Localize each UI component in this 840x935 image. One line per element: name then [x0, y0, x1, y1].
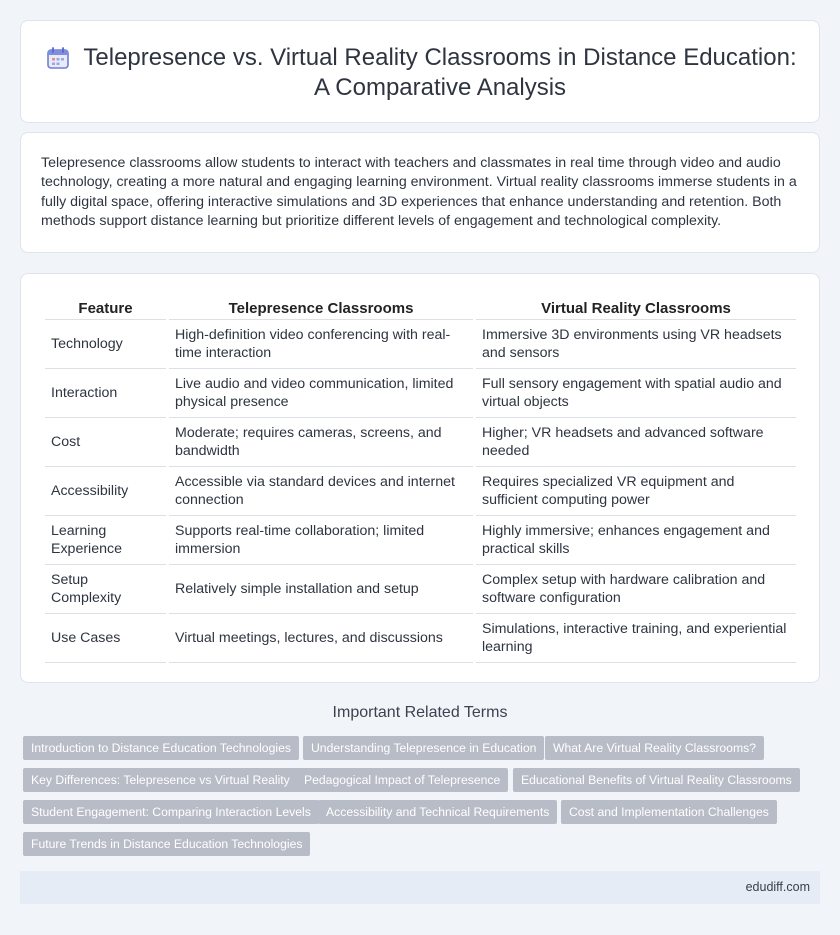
- table-row: [45, 369, 796, 418]
- telepresence-cell: High-definition video conferencing with real-time interaction: [169, 320, 473, 369]
- vr-cell: Immersive 3D environments using VR headsets and sensors: [476, 320, 796, 369]
- related-term-tag[interactable]: Understanding Telepresence in Education: [303, 736, 544, 760]
- table-row: [45, 467, 796, 516]
- feature-cell: Technology: [45, 320, 166, 369]
- header-vr: Virtual Reality Classrooms: [476, 296, 796, 320]
- vr-cell: Full sensory engagement with spatial audio and virtual objects: [476, 369, 796, 418]
- telepresence-cell: Relatively simple installation and setup: [169, 565, 473, 614]
- related-term-tag[interactable]: Future Trends in Distance Education Technologies: [23, 832, 310, 856]
- site-link[interactable]: edudiff.com: [745, 880, 810, 894]
- related-term-tag[interactable]: Introduction to Distance Education Technologies: [23, 736, 299, 760]
- feature-cell: Accessibility: [45, 467, 166, 516]
- table-row: [45, 320, 796, 369]
- telepresence-cell: Moderate; requires cameras, screens, and bandwidth: [169, 418, 473, 467]
- feature-cell: Interaction: [45, 369, 166, 418]
- related-term-tag[interactable]: Cost and Implementation Challenges: [561, 800, 777, 824]
- vr-cell: Highly immersive; enhances engagement and practical skills: [476, 516, 796, 565]
- table-header-row: [45, 296, 796, 320]
- table-row: [45, 516, 796, 565]
- header-card: [20, 20, 820, 123]
- header-feature: Feature: [45, 296, 166, 320]
- telepresence-cell: Virtual meetings, lectures, and discussions: [169, 614, 473, 663]
- vr-cell: Higher; VR headsets and advanced software needed: [476, 418, 796, 467]
- feature-cell: Use Cases: [45, 614, 166, 663]
- related-term-tag[interactable]: Key Differences: Telepresence vs Virtual Reality: [23, 768, 298, 792]
- comparison-table: [42, 296, 799, 663]
- table-row: [45, 565, 796, 614]
- feature-cell: Learning Experience: [45, 516, 166, 565]
- vr-cell: Simulations, interactive training, and experiential learning: [476, 614, 796, 663]
- vr-cell: Requires specialized VR equipment and sufficient computing power: [476, 467, 796, 516]
- related-term-tag[interactable]: Accessibility and Technical Requirements: [318, 800, 557, 824]
- feature-cell: Cost: [45, 418, 166, 467]
- intro-card: [20, 132, 820, 253]
- telepresence-cell: Accessible via standard devices and internet connection: [169, 467, 473, 516]
- table-row: [45, 614, 796, 663]
- intro-paragraph: Telepresence classrooms allow students to interact with teachers and classmates in real time through video and audio technology, creating a more natural and engaging learning environment. Virtual reality classrooms immerse students in a fully digital space, offering interactive simulations and 3D experiences that enhance understanding and retention. Both methods support distance learning but prioritize different levels of engagement and technological complexity.: [41, 155, 797, 229]
- related-term-tag[interactable]: Educational Benefits of Virtual Reality Classrooms: [513, 768, 800, 792]
- related-term-tag[interactable]: Student Engagement: Comparing Interaction Levels: [23, 800, 319, 824]
- header-telepresence: Telepresence Classrooms: [169, 296, 473, 320]
- related-term-tag[interactable]: Pedagogical Impact of Telepresence: [296, 768, 508, 792]
- related-terms-title: Important Related Terms: [332, 704, 508, 721]
- footer: [20, 871, 820, 904]
- feature-cell: Setup Complexity: [45, 565, 166, 614]
- comparison-table-card: [20, 273, 820, 683]
- page-title: Telepresence vs. Virtual Reality Classrooms in Distance Education: A Comparative Analysis: [83, 44, 797, 101]
- vr-cell: Complex setup with hardware calibration and software configuration: [476, 565, 796, 614]
- telepresence-cell: Live audio and video communication, limited physical presence: [169, 369, 473, 418]
- table-row: [45, 418, 796, 467]
- telepresence-cell: Supports real-time collaboration; limited immersion: [169, 516, 473, 565]
- related-term-tag[interactable]: What Are Virtual Reality Classrooms?: [545, 736, 764, 760]
